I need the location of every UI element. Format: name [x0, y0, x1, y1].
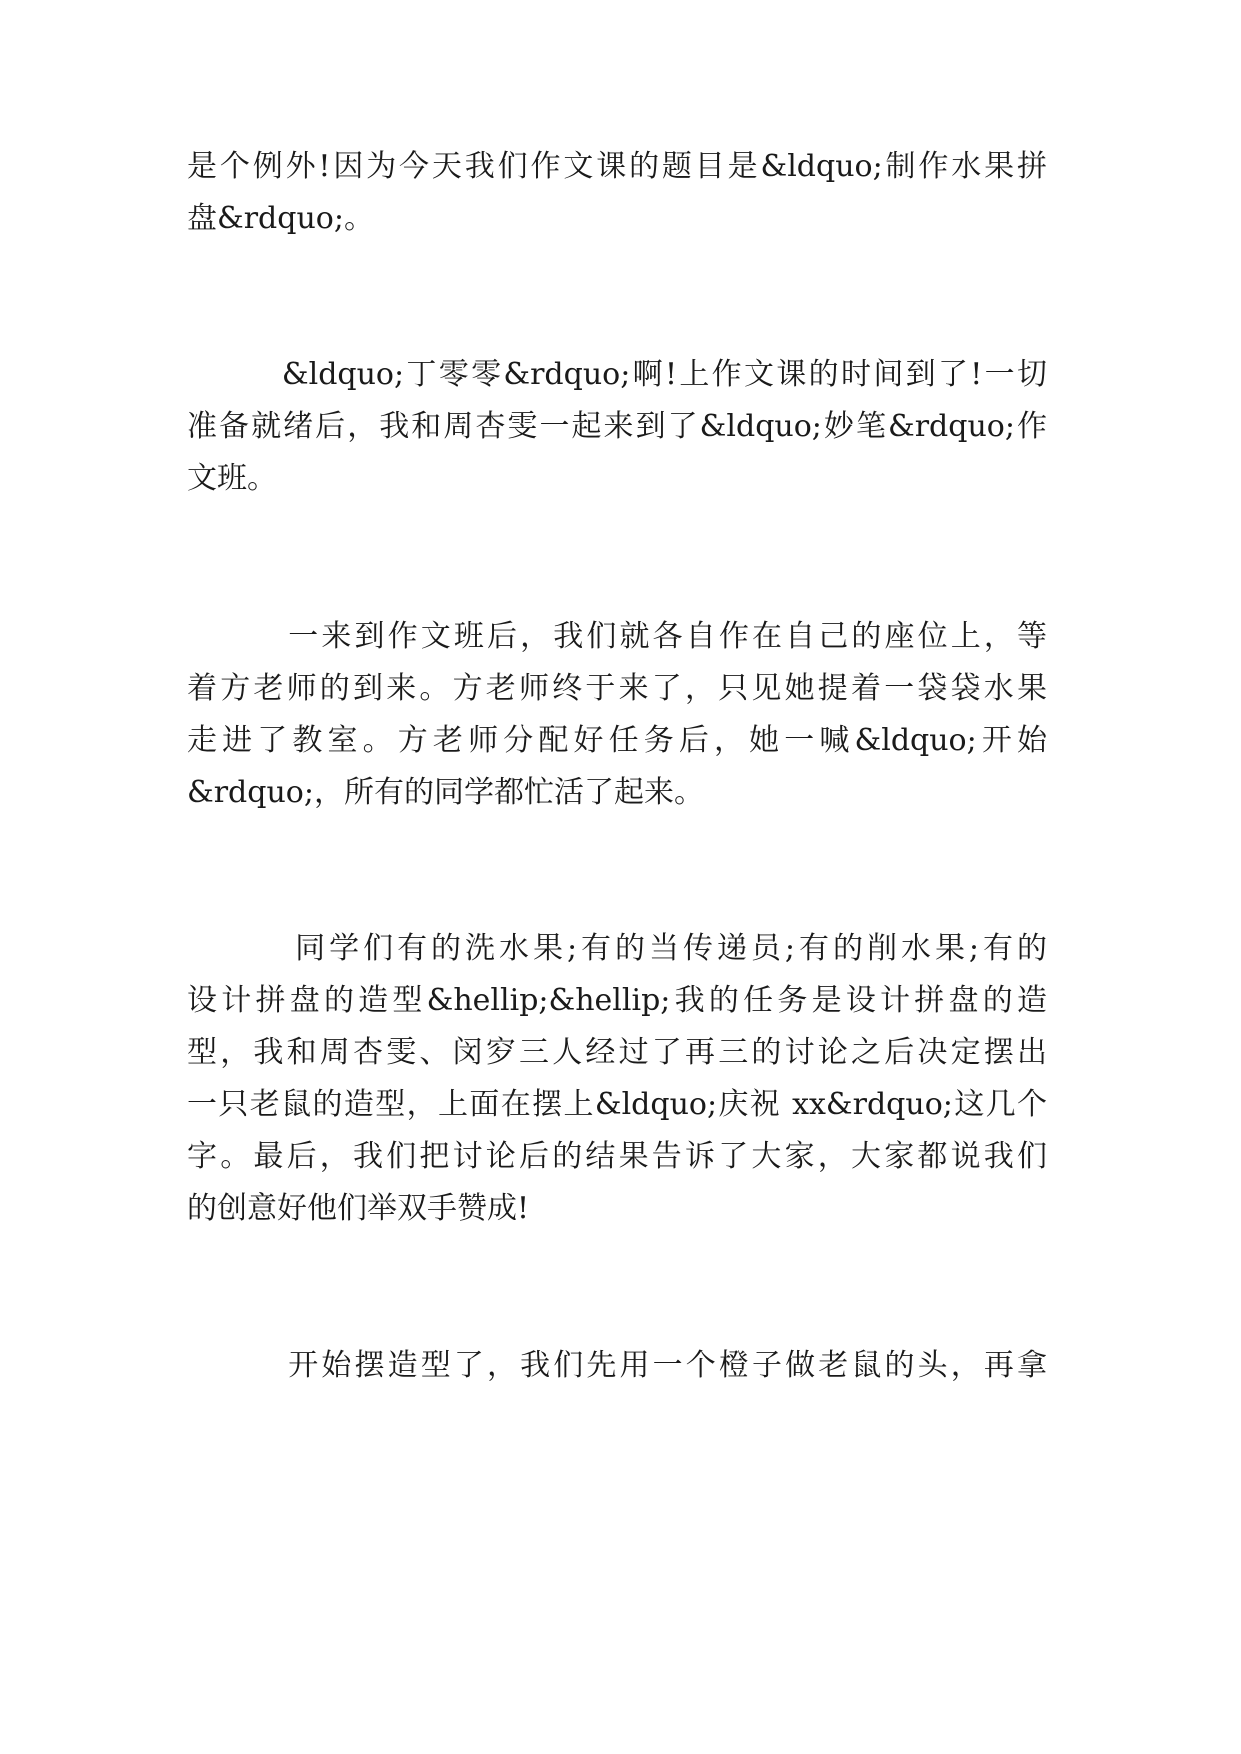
paragraph-4-line-4: 一只老鼠的造型，上面在摆上&ldquo;庆祝 xx&rdquo;这几个 [187, 1087, 1047, 1122]
paragraph-2-line-1: &ldquo;丁零零&rdquo;啊!上作文课的时间到了!一切 [187, 357, 1047, 392]
paragraph-4-line-2: 设计拼盘的造型&hellip;&hellip;我的任务是设计拼盘的造 [187, 983, 1047, 1018]
paragraph-1-line-1: 是个例外!因为今天我们作文课的题目是&ldquo;制作水果拼 [187, 149, 1047, 184]
paragraph-4-line-3: 型，我和周杏雯、闵穸三人经过了再三的讨论之后决定摆出 [187, 1035, 1047, 1070]
paragraph-3-line-3: 走进了教室。方老师分配好任务后，她一喊&ldquo;开始 [187, 723, 1047, 758]
paragraph-4-line-6: 的创意好他们举双手赞成! [187, 1191, 530, 1226]
paragraph-1-line-2: 盘&rdquo;。 [187, 201, 374, 236]
paragraph-2-line-2: 准备就绪后，我和周杏雯一起来到了&ldquo;妙笔&rdquo;作 [187, 409, 1047, 444]
paragraph-4-line-5: 字。最后，我们把讨论后的结果告诉了大家，大家都说我们 [187, 1139, 1047, 1174]
paragraph-4-line-1: 同学们有的洗水果;有的当传递员;有的削水果;有的 [187, 931, 1047, 966]
paragraph-5-line-1: 开始摆造型了，我们先用一个橙子做老鼠的头，再拿 [187, 1348, 1047, 1383]
paragraph-3-line-2: 着方老师的到来。方老师终于来了，只见她提着一袋袋水果 [187, 671, 1047, 706]
paragraph-3-line-1: 一来到作文班后，我们就各自作在自己的座位上，等 [187, 619, 1047, 654]
paragraph-2-line-3: 文班。 [187, 461, 277, 496]
paragraph-3-line-4: &rdquo;，所有的同学都忙活了起来。 [187, 775, 704, 810]
